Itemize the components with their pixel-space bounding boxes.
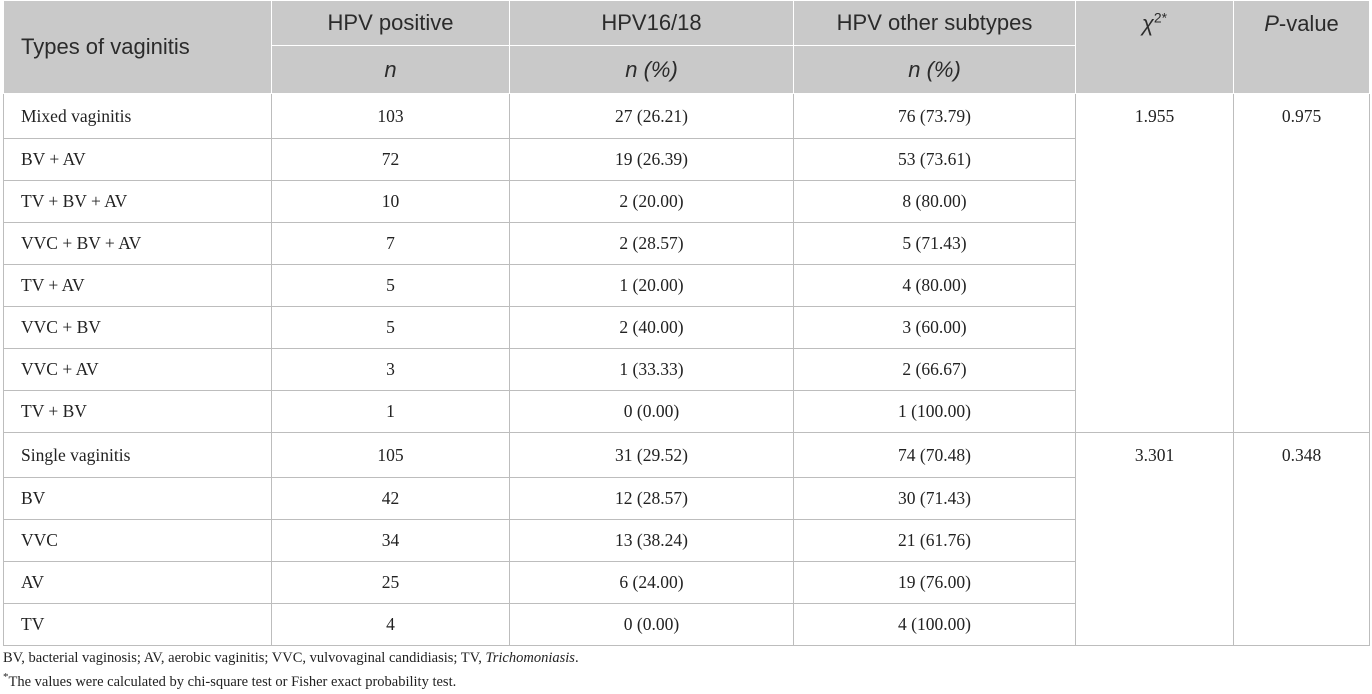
cell-hpv-other: 21 (61.76) bbox=[794, 520, 1076, 562]
cell-type: VVC + BV bbox=[4, 307, 272, 349]
cell-hpv-positive: 3 bbox=[272, 349, 510, 391]
cell-hpv-positive: 42 bbox=[272, 478, 510, 520]
cell-hpv-other: 2 (66.67) bbox=[794, 349, 1076, 391]
chi-symbol: χ bbox=[1141, 11, 1154, 36]
cell-hpv-positive: 105 bbox=[272, 433, 510, 478]
cell-hpv1618: 12 (28.57) bbox=[510, 478, 794, 520]
subheader-n-pct-1618: n (%) bbox=[510, 46, 794, 94]
cell-hpv-other: 30 (71.43) bbox=[794, 478, 1076, 520]
cell-hpv-other: 5 (71.43) bbox=[794, 223, 1076, 265]
cell-type: TV + BV bbox=[4, 391, 272, 433]
cell-type: VVC bbox=[4, 520, 272, 562]
cell-hpv-other: 4 (100.00) bbox=[794, 604, 1076, 646]
cell-hpv-positive: 5 bbox=[272, 307, 510, 349]
cell-type: TV + AV bbox=[4, 265, 272, 307]
cell-hpv-positive: 1 bbox=[272, 391, 510, 433]
cell-hpv-other: 1 (100.00) bbox=[794, 391, 1076, 433]
cell-hpv1618: 1 (33.33) bbox=[510, 349, 794, 391]
table-container bbox=[3, 0, 1369, 646]
cell-type: TV + BV + AV bbox=[4, 181, 272, 223]
header-p-value bbox=[1234, 1, 1370, 94]
cell-hpv1618: 0 (0.00) bbox=[510, 604, 794, 646]
cell-hpv-positive: 4 bbox=[272, 604, 510, 646]
cell-hpv-positive: 5 bbox=[272, 265, 510, 307]
cell-hpv1618: 1 (20.00) bbox=[510, 265, 794, 307]
cell-type: AV bbox=[4, 562, 272, 604]
cell-hpv-positive: 7 bbox=[272, 223, 510, 265]
cell-hpv-positive: 72 bbox=[272, 139, 510, 181]
cell-chi-square: 1.955 bbox=[1076, 94, 1234, 433]
abbrev-italic: Trichomoniasis bbox=[485, 650, 575, 666]
header-chi-square bbox=[1076, 1, 1234, 94]
cell-hpv-positive: 34 bbox=[272, 520, 510, 562]
cell-type: Single vaginitis bbox=[4, 433, 272, 478]
footnote-abbreviations bbox=[3, 650, 579, 667]
header-hpv-positive: HPV positive bbox=[272, 1, 510, 46]
header-hpv1618: HPV16/18 bbox=[510, 1, 794, 46]
table-row bbox=[4, 433, 1370, 478]
cell-hpv1618: 31 (29.52) bbox=[510, 433, 794, 478]
cell-hpv1618: 27 (26.21) bbox=[510, 94, 794, 139]
cell-type: BV + AV bbox=[4, 139, 272, 181]
cell-hpv-other: 53 (73.61) bbox=[794, 139, 1076, 181]
footnote-star: * bbox=[3, 671, 9, 684]
cell-hpv1618: 2 (28.57) bbox=[510, 223, 794, 265]
cell-chi-square: 3.301 bbox=[1076, 433, 1234, 646]
p-letter: P bbox=[1264, 11, 1279, 36]
cell-hpv-other: 8 (80.00) bbox=[794, 181, 1076, 223]
cell-type: TV bbox=[4, 604, 272, 646]
cell-hpv-other: 76 (73.79) bbox=[794, 94, 1076, 139]
cell-hpv-positive: 103 bbox=[272, 94, 510, 139]
cell-hpv1618: 0 (0.00) bbox=[510, 391, 794, 433]
cell-hpv-other: 74 (70.48) bbox=[794, 433, 1076, 478]
cell-p-value: 0.975 bbox=[1234, 94, 1370, 433]
subheader-n-pct-other: n (%) bbox=[794, 46, 1076, 94]
cell-hpv-positive: 10 bbox=[272, 181, 510, 223]
data-table bbox=[3, 0, 1370, 646]
table-body bbox=[4, 94, 1370, 646]
cell-hpv1618: 6 (24.00) bbox=[510, 562, 794, 604]
cell-hpv1618: 19 (26.39) bbox=[510, 139, 794, 181]
cell-p-value: 0.348 bbox=[1234, 433, 1370, 646]
abbrev-text: BV, bacterial vaginosis; AV, aerobic vaginitis; VVC, vulvovaginal candidiasis; TV, bbox=[3, 650, 486, 666]
header-hpv-other: HPV other subtypes bbox=[794, 1, 1076, 46]
table-header bbox=[4, 1, 1370, 94]
cell-hpv1618: 2 (40.00) bbox=[510, 307, 794, 349]
p-rest: -value bbox=[1278, 11, 1339, 36]
cell-hpv-other: 3 (60.00) bbox=[794, 307, 1076, 349]
cell-hpv1618: 2 (20.00) bbox=[510, 181, 794, 223]
cell-hpv-other: 4 (80.00) bbox=[794, 265, 1076, 307]
cell-type: Mixed vaginitis bbox=[4, 94, 272, 139]
footnote-star-text: The values were calculated by chi-square test or Fisher exact probability test. bbox=[8, 674, 457, 690]
cell-type: BV bbox=[4, 478, 272, 520]
cell-type: VVC + BV + AV bbox=[4, 223, 272, 265]
chi-superscript: 2* bbox=[1153, 9, 1168, 26]
cell-hpv1618: 13 (38.24) bbox=[510, 520, 794, 562]
cell-type: VVC + AV bbox=[4, 349, 272, 391]
cell-hpv-other: 19 (76.00) bbox=[794, 562, 1076, 604]
table-row bbox=[4, 94, 1370, 139]
subheader-n: n bbox=[272, 46, 510, 94]
abbrev-end: . bbox=[574, 650, 579, 666]
header-types: Types of vaginitis bbox=[4, 1, 272, 94]
cell-hpv-positive: 25 bbox=[272, 562, 510, 604]
footnote-statistics bbox=[3, 671, 457, 691]
